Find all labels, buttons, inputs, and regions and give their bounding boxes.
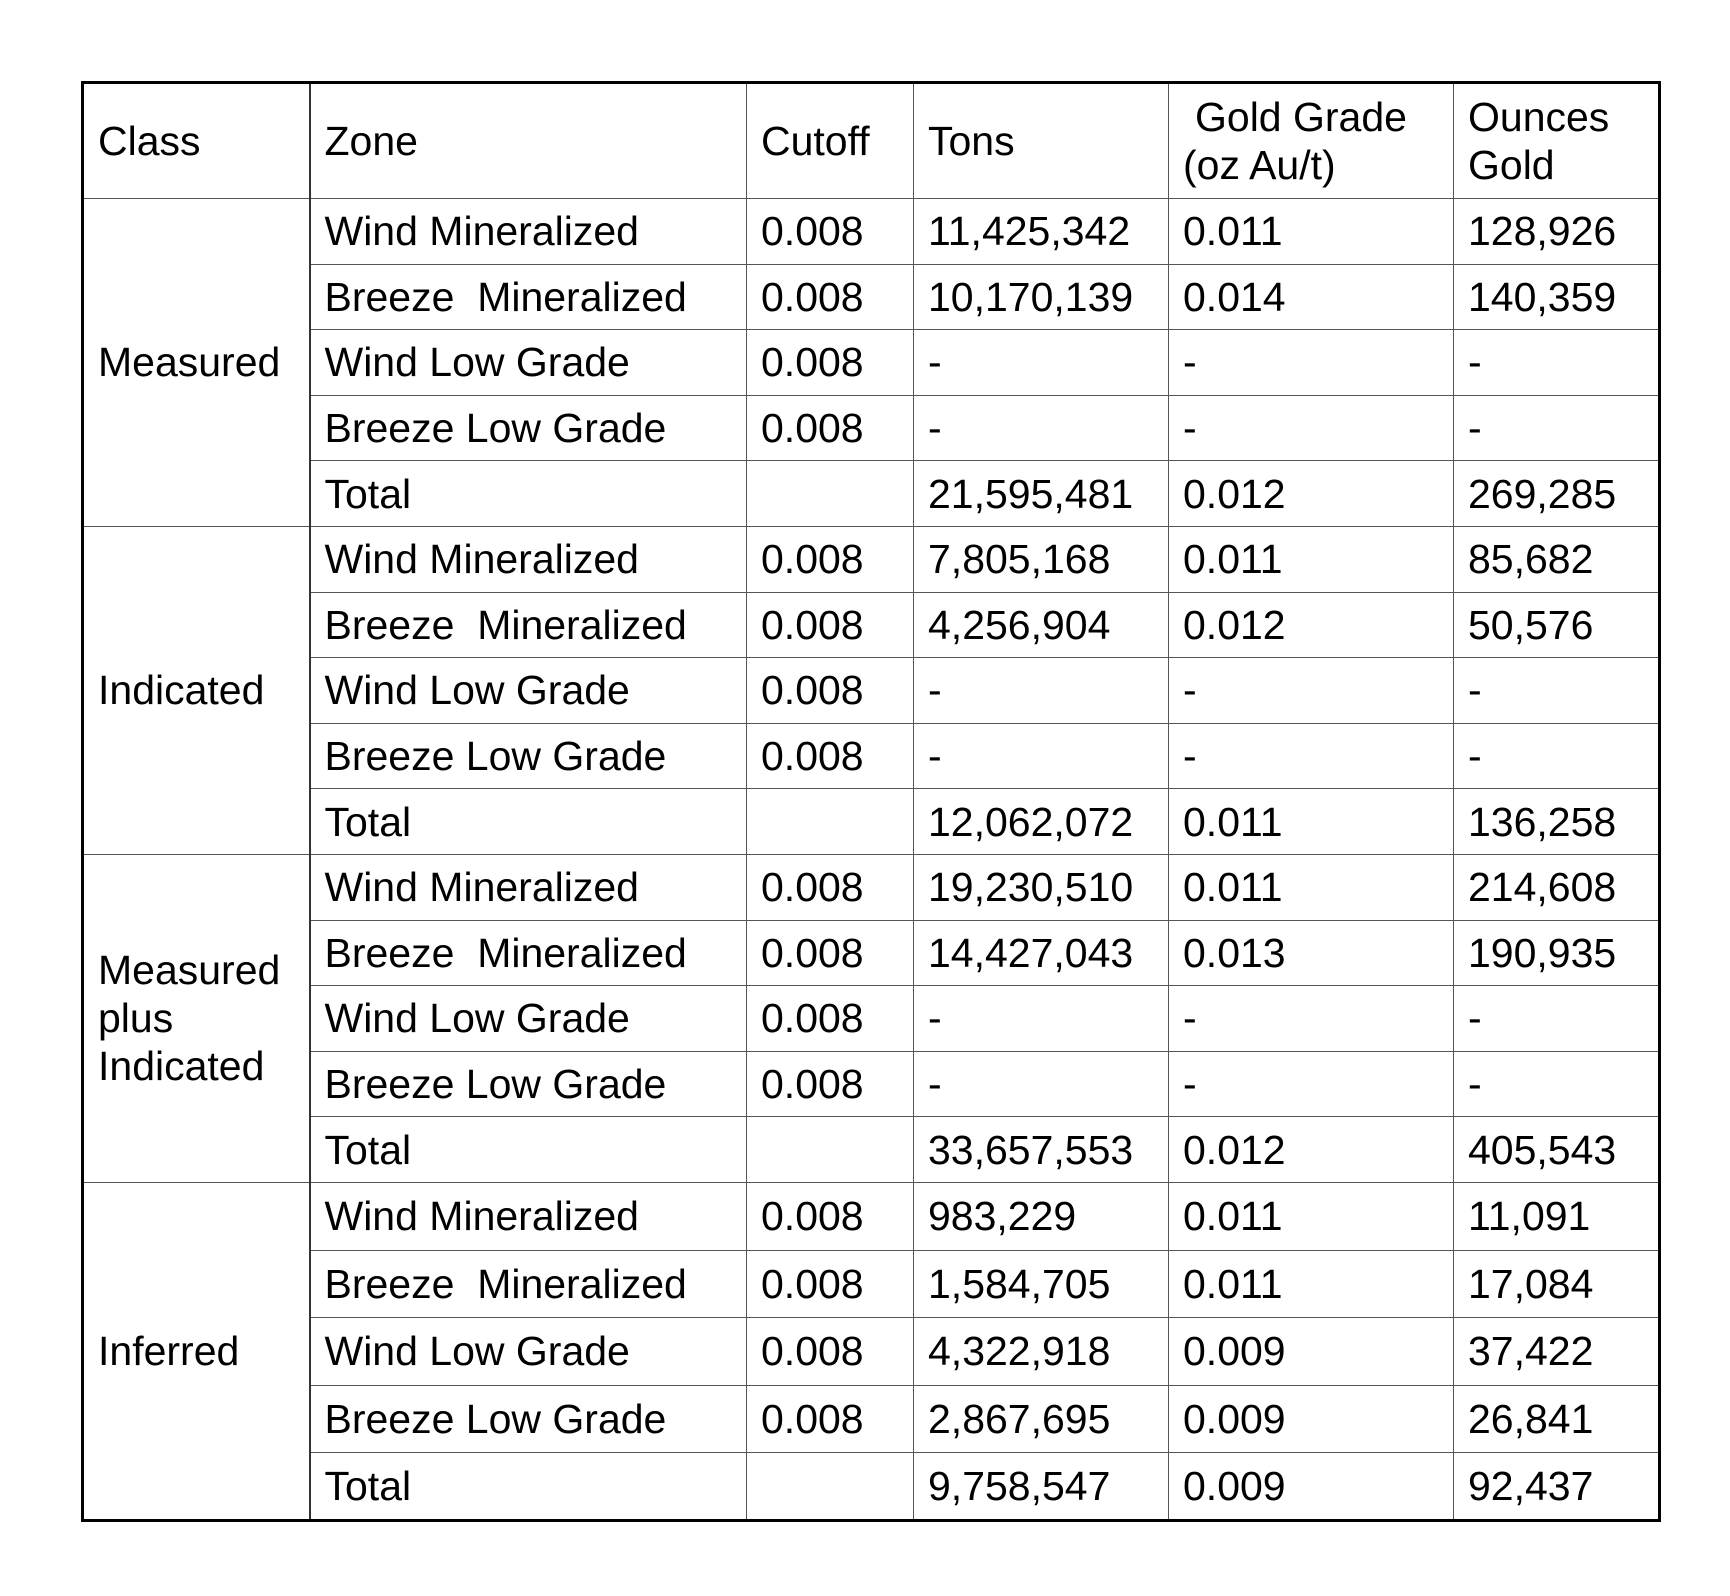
table-row (83, 1250, 1660, 1318)
cell-cutoff: 0.008 (747, 854, 914, 920)
cell-tons: 19,230,510 (914, 854, 1169, 920)
class-label-line: Indicated (98, 667, 265, 714)
header-zone: Zone (310, 83, 747, 199)
cell-gold-grade: - (1169, 1051, 1454, 1117)
cell-gold-grade: 0.011 (1169, 526, 1454, 592)
cell-ounces: 136,258 (1454, 789, 1660, 855)
cell-tons: 10,170,139 (914, 264, 1169, 330)
cell-ounces: 128,926 (1454, 199, 1660, 265)
cell-gold-grade: 0.011 (1169, 854, 1454, 920)
cell-ounces: 11,091 (1454, 1182, 1660, 1250)
table-row (83, 395, 1660, 461)
table-row (83, 461, 1660, 527)
cell-cutoff: 0.008 (747, 920, 914, 986)
table-row (83, 1453, 1660, 1521)
cell-cutoff: 0.008 (747, 330, 914, 396)
cell-ounces: 26,841 (1454, 1385, 1660, 1453)
cell-gold-grade: 0.009 (1169, 1318, 1454, 1386)
cell-gold-grade: 0.012 (1169, 461, 1454, 527)
cell-cutoff: 0.008 (747, 1182, 914, 1250)
cell-cutoff: 0.008 (747, 723, 914, 789)
cell-gold-grade: 0.012 (1169, 1117, 1454, 1183)
cell-tons: - (914, 986, 1169, 1052)
cell-cutoff: 0.008 (747, 1318, 914, 1386)
cell-zone: Wind Low Grade (310, 658, 747, 724)
cell-tons: 983,229 (914, 1182, 1169, 1250)
cell-tons: - (914, 723, 1169, 789)
table-row (83, 1385, 1660, 1453)
header-class: Class (83, 83, 310, 199)
cell-ounces: 269,285 (1454, 461, 1660, 527)
cell-tons: 4,256,904 (914, 592, 1169, 658)
table-row (83, 526, 1660, 592)
header-ounces-line1: Ounces (1468, 94, 1610, 140)
cell-gold-grade: - (1169, 658, 1454, 724)
table-row (83, 920, 1660, 986)
cell-cutoff: 0.008 (747, 264, 914, 330)
cell-zone: Wind Mineralized (310, 199, 747, 265)
cell-ounces: - (1454, 330, 1660, 396)
resource-table-container (81, 81, 1658, 1522)
cell-zone: Breeze Low Grade (310, 395, 747, 461)
table-row (83, 264, 1660, 330)
cell-ounces: - (1454, 395, 1660, 461)
cell-cutoff: 0.008 (747, 395, 914, 461)
cell-tons: - (914, 395, 1169, 461)
cell-cutoff (747, 1453, 914, 1521)
cell-tons: 1,584,705 (914, 1250, 1169, 1318)
table-row (83, 986, 1660, 1052)
cell-ounces: - (1454, 1051, 1660, 1117)
cell-ounces: 190,935 (1454, 920, 1660, 986)
table-row (83, 592, 1660, 658)
cell-tons: 33,657,553 (914, 1117, 1169, 1183)
cell-cutoff (747, 1117, 914, 1183)
cell-ounces: 214,608 (1454, 854, 1660, 920)
cell-zone: Wind Mineralized (310, 526, 747, 592)
cell-cutoff: 0.008 (747, 1051, 914, 1117)
cell-cutoff: 0.008 (747, 986, 914, 1052)
class-label-line: Measured (98, 947, 281, 994)
table-row (83, 789, 1660, 855)
header-gold-grade (1169, 83, 1454, 199)
cell-zone: Total (310, 1453, 747, 1521)
cell-tons: 11,425,342 (914, 199, 1169, 265)
cell-cutoff (747, 461, 914, 527)
cell-gold-grade: 0.011 (1169, 199, 1454, 265)
cell-zone: Breeze Mineralized (310, 592, 747, 658)
table-row (83, 1182, 1660, 1250)
cell-gold-grade: 0.009 (1169, 1453, 1454, 1521)
cell-gold-grade: 0.012 (1169, 592, 1454, 658)
cell-tons: 9,758,547 (914, 1453, 1169, 1521)
cell-tons: 12,062,072 (914, 789, 1169, 855)
cell-gold-grade: - (1169, 986, 1454, 1052)
cell-ounces: 85,682 (1454, 526, 1660, 592)
cell-cutoff: 0.008 (747, 658, 914, 724)
cell-gold-grade: 0.011 (1169, 1182, 1454, 1250)
cell-zone: Wind Low Grade (310, 330, 747, 396)
cell-ounces: - (1454, 658, 1660, 724)
header-ounces-line2: Gold (1468, 142, 1555, 188)
cell-gold-grade: - (1169, 723, 1454, 789)
cell-zone: Breeze Mineralized (310, 1250, 747, 1318)
cell-gold-grade: 0.009 (1169, 1385, 1454, 1453)
cell-zone: Total (310, 461, 747, 527)
header-gold-grade-line2: (oz Au/t) (1183, 142, 1336, 188)
cell-ounces: 37,422 (1454, 1318, 1660, 1386)
cell-tons: - (914, 658, 1169, 724)
table-row (83, 199, 1660, 265)
cell-tons: - (914, 1051, 1169, 1117)
table-row (83, 1117, 1660, 1183)
cell-zone: Wind Low Grade (310, 1318, 747, 1386)
cell-tons: 7,805,168 (914, 526, 1169, 592)
cell-cutoff: 0.008 (747, 1250, 914, 1318)
table-row (83, 330, 1660, 396)
cell-ounces: 50,576 (1454, 592, 1660, 658)
table-row (83, 1051, 1660, 1117)
cell-gold-grade: 0.014 (1169, 264, 1454, 330)
cell-zone: Wind Low Grade (310, 986, 747, 1052)
cell-zone: Breeze Mineralized (310, 264, 747, 330)
class-label-line: Indicated (98, 1043, 265, 1090)
cell-tons: 2,867,695 (914, 1385, 1169, 1453)
cell-gold-grade: 0.011 (1169, 1250, 1454, 1318)
cell-ounces: 140,359 (1454, 264, 1660, 330)
cell-zone: Breeze Low Grade (310, 723, 747, 789)
cell-cutoff (747, 789, 914, 855)
cell-zone: Wind Mineralized (310, 854, 747, 920)
cell-ounces: - (1454, 986, 1660, 1052)
cell-zone: Total (310, 789, 747, 855)
cell-zone: Breeze Low Grade (310, 1385, 747, 1453)
cell-tons: 14,427,043 (914, 920, 1169, 986)
table-body (83, 199, 1660, 1521)
cell-ounces: - (1454, 723, 1660, 789)
cell-cutoff: 0.008 (747, 1385, 914, 1453)
cell-gold-grade: - (1169, 395, 1454, 461)
cell-zone: Breeze Low Grade (310, 1051, 747, 1117)
table-row (83, 1318, 1660, 1386)
cell-cutoff: 0.008 (747, 592, 914, 658)
table-header (83, 83, 1660, 199)
cell-class (83, 199, 310, 527)
header-tons: Tons (914, 83, 1169, 199)
cell-cutoff: 0.008 (747, 199, 914, 265)
header-ounces-gold (1454, 83, 1660, 199)
cell-class (83, 854, 310, 1182)
header-cutoff: Cutoff (747, 83, 914, 199)
cell-class (83, 526, 310, 854)
cell-tons: - (914, 330, 1169, 396)
table-row (83, 723, 1660, 789)
header-row (83, 83, 1660, 199)
cell-cutoff: 0.008 (747, 526, 914, 592)
cell-zone: Breeze Mineralized (310, 920, 747, 986)
cell-zone: Wind Mineralized (310, 1182, 747, 1250)
header-gold-grade-line1: Gold Grade (1195, 94, 1407, 140)
class-label-line: plus (98, 995, 174, 1042)
cell-gold-grade: 0.011 (1169, 789, 1454, 855)
cell-gold-grade: - (1169, 330, 1454, 396)
resource-estimate-table (81, 81, 1661, 1522)
cell-ounces: 17,084 (1454, 1250, 1660, 1318)
cell-class (83, 1182, 310, 1520)
class-label-line: Inferred (98, 1327, 240, 1374)
cell-tons: 4,322,918 (914, 1318, 1169, 1386)
cell-zone: Total (310, 1117, 747, 1183)
cell-gold-grade: 0.013 (1169, 920, 1454, 986)
table-row (83, 658, 1660, 724)
class-label-line: Measured (98, 339, 281, 386)
cell-ounces: 405,543 (1454, 1117, 1660, 1183)
cell-tons: 21,595,481 (914, 461, 1169, 527)
cell-ounces: 92,437 (1454, 1453, 1660, 1521)
table-row (83, 854, 1660, 920)
